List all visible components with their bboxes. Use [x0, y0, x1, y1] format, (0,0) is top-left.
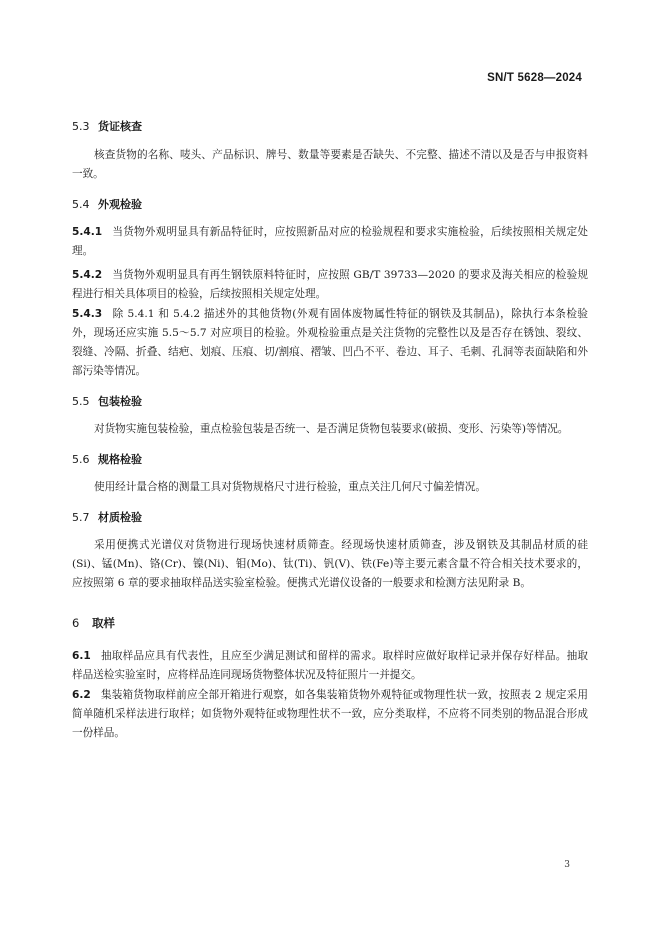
chapter-heading-6: [72, 615, 588, 631]
section-number: 5.5: [72, 395, 90, 408]
section-heading-5-3: [72, 118, 588, 134]
section-heading-5-5: [72, 393, 588, 409]
section-title: 包装检验: [98, 395, 142, 408]
section-title: 货证核查: [98, 120, 142, 133]
clause-text: 当货物外观明显具有新品特征时，应按照新品对应的检验规程和要求实施检验，后续按照相关规定处理。: [72, 226, 588, 257]
clause-number: 5.4.3: [72, 308, 103, 320]
clause-5-4-2: [72, 266, 588, 304]
paragraph: 核查货物的名称、唛头、产品标识、牌号、数量等要素是否缺失、不完整、描述不清以及是否与申报资料一致。: [72, 149, 588, 180]
clause-number: 5.4.2: [72, 269, 103, 281]
clause-5-4-3: [72, 305, 588, 381]
section-heading-5-6: [72, 451, 588, 467]
section-number: 5.7: [72, 511, 90, 524]
clause-text: 抽取样品应具有代表性，且应至少满足测试和留样的需求。取样时应做好取样记录并保存好样品。抽取样品送检实验室时，应将样品连同现场货物整体状况及特征照片一并提交。: [72, 650, 588, 681]
document-body: [72, 118, 588, 743]
section-number: 5.6: [72, 453, 90, 466]
clause-text: 集装箱货物取样前应全部开箱进行观察，如各集装箱货物外观特征或物理性状一致，按照表 2 规定采用简单随机采样法进行取样；如货物外观特征或物理性状不一致，应分类取样，不应将不同类别的物品混合形成一份样品。: [72, 689, 588, 739]
section-heading-5-4: [72, 196, 588, 212]
chapter-title: 取样: [92, 616, 115, 630]
paragraph: 对货物实施包装检验，重点检验包装是否统一、是否满足货物包装要求(破损、变形、污染等)等情况。: [94, 423, 569, 435]
page-number: 3: [564, 860, 570, 870]
section-title: 规格检验: [98, 453, 142, 466]
clause-number: 5.4.1: [72, 226, 103, 238]
paragraph: 使用经计量合格的测量工具对货物规格尺寸进行检验，重点关注几何尺寸偏差情况。: [94, 481, 486, 493]
section-title: 材质检验: [98, 511, 142, 524]
clause-6-1: [72, 647, 588, 685]
chapter-number: 6: [72, 616, 80, 630]
clause-number: 6.1: [72, 650, 91, 662]
section-title: 外观检验: [98, 198, 142, 211]
clause-5-4-1: [72, 223, 588, 261]
standard-code-header: SN/T 5628—2024: [487, 72, 582, 84]
section-number: 5.4: [72, 198, 90, 211]
clause-text: 当货物外观明显具有再生钢铁原料特征时，应按照 GB/T 39733—2020 的要求及海关相应的检验规程进行相关具体项目的检验，后续按照相关规定处理。: [72, 269, 588, 300]
paragraph: 采用便携式光谱仪对货物进行现场快速材质筛查。经现场快速材质筛查，涉及钢铁及其制品材质的硅(Si)、锰(Mn)、铬(Cr)、镍(Ni)、钼(Mo)、钛(Ti)、钒(V)、铁(Fe)等主要元素含量不符合相关技术要求的，应按照第 6 章的要求抽取样品送实验室检验。便携式光谱仪设备的一般要求和检测方法见附录 B。: [72, 539, 588, 589]
section-heading-5-7: [72, 509, 588, 525]
clause-text: 除 5.4.1 和 5.4.2 描述外的其他货物(外观有固体废物属性特征的钢铁及其制品)，除执行本条检验外，现场还应实施 5.5～5.7 对应项目的检验。外观检验重点是关注货物的完整性以及是否存在锈蚀、裂纹、裂缝、冷隔、折叠、结疤、划痕、压痕、切/割痕、褶皱、凹凸不平、卷边、耳子、毛刺、孔洞等表面缺陷和外部污染等情况。: [72, 308, 588, 377]
clause-number: 6.2: [72, 689, 91, 701]
section-number: 5.3: [72, 120, 90, 133]
clause-6-2: [72, 686, 588, 743]
